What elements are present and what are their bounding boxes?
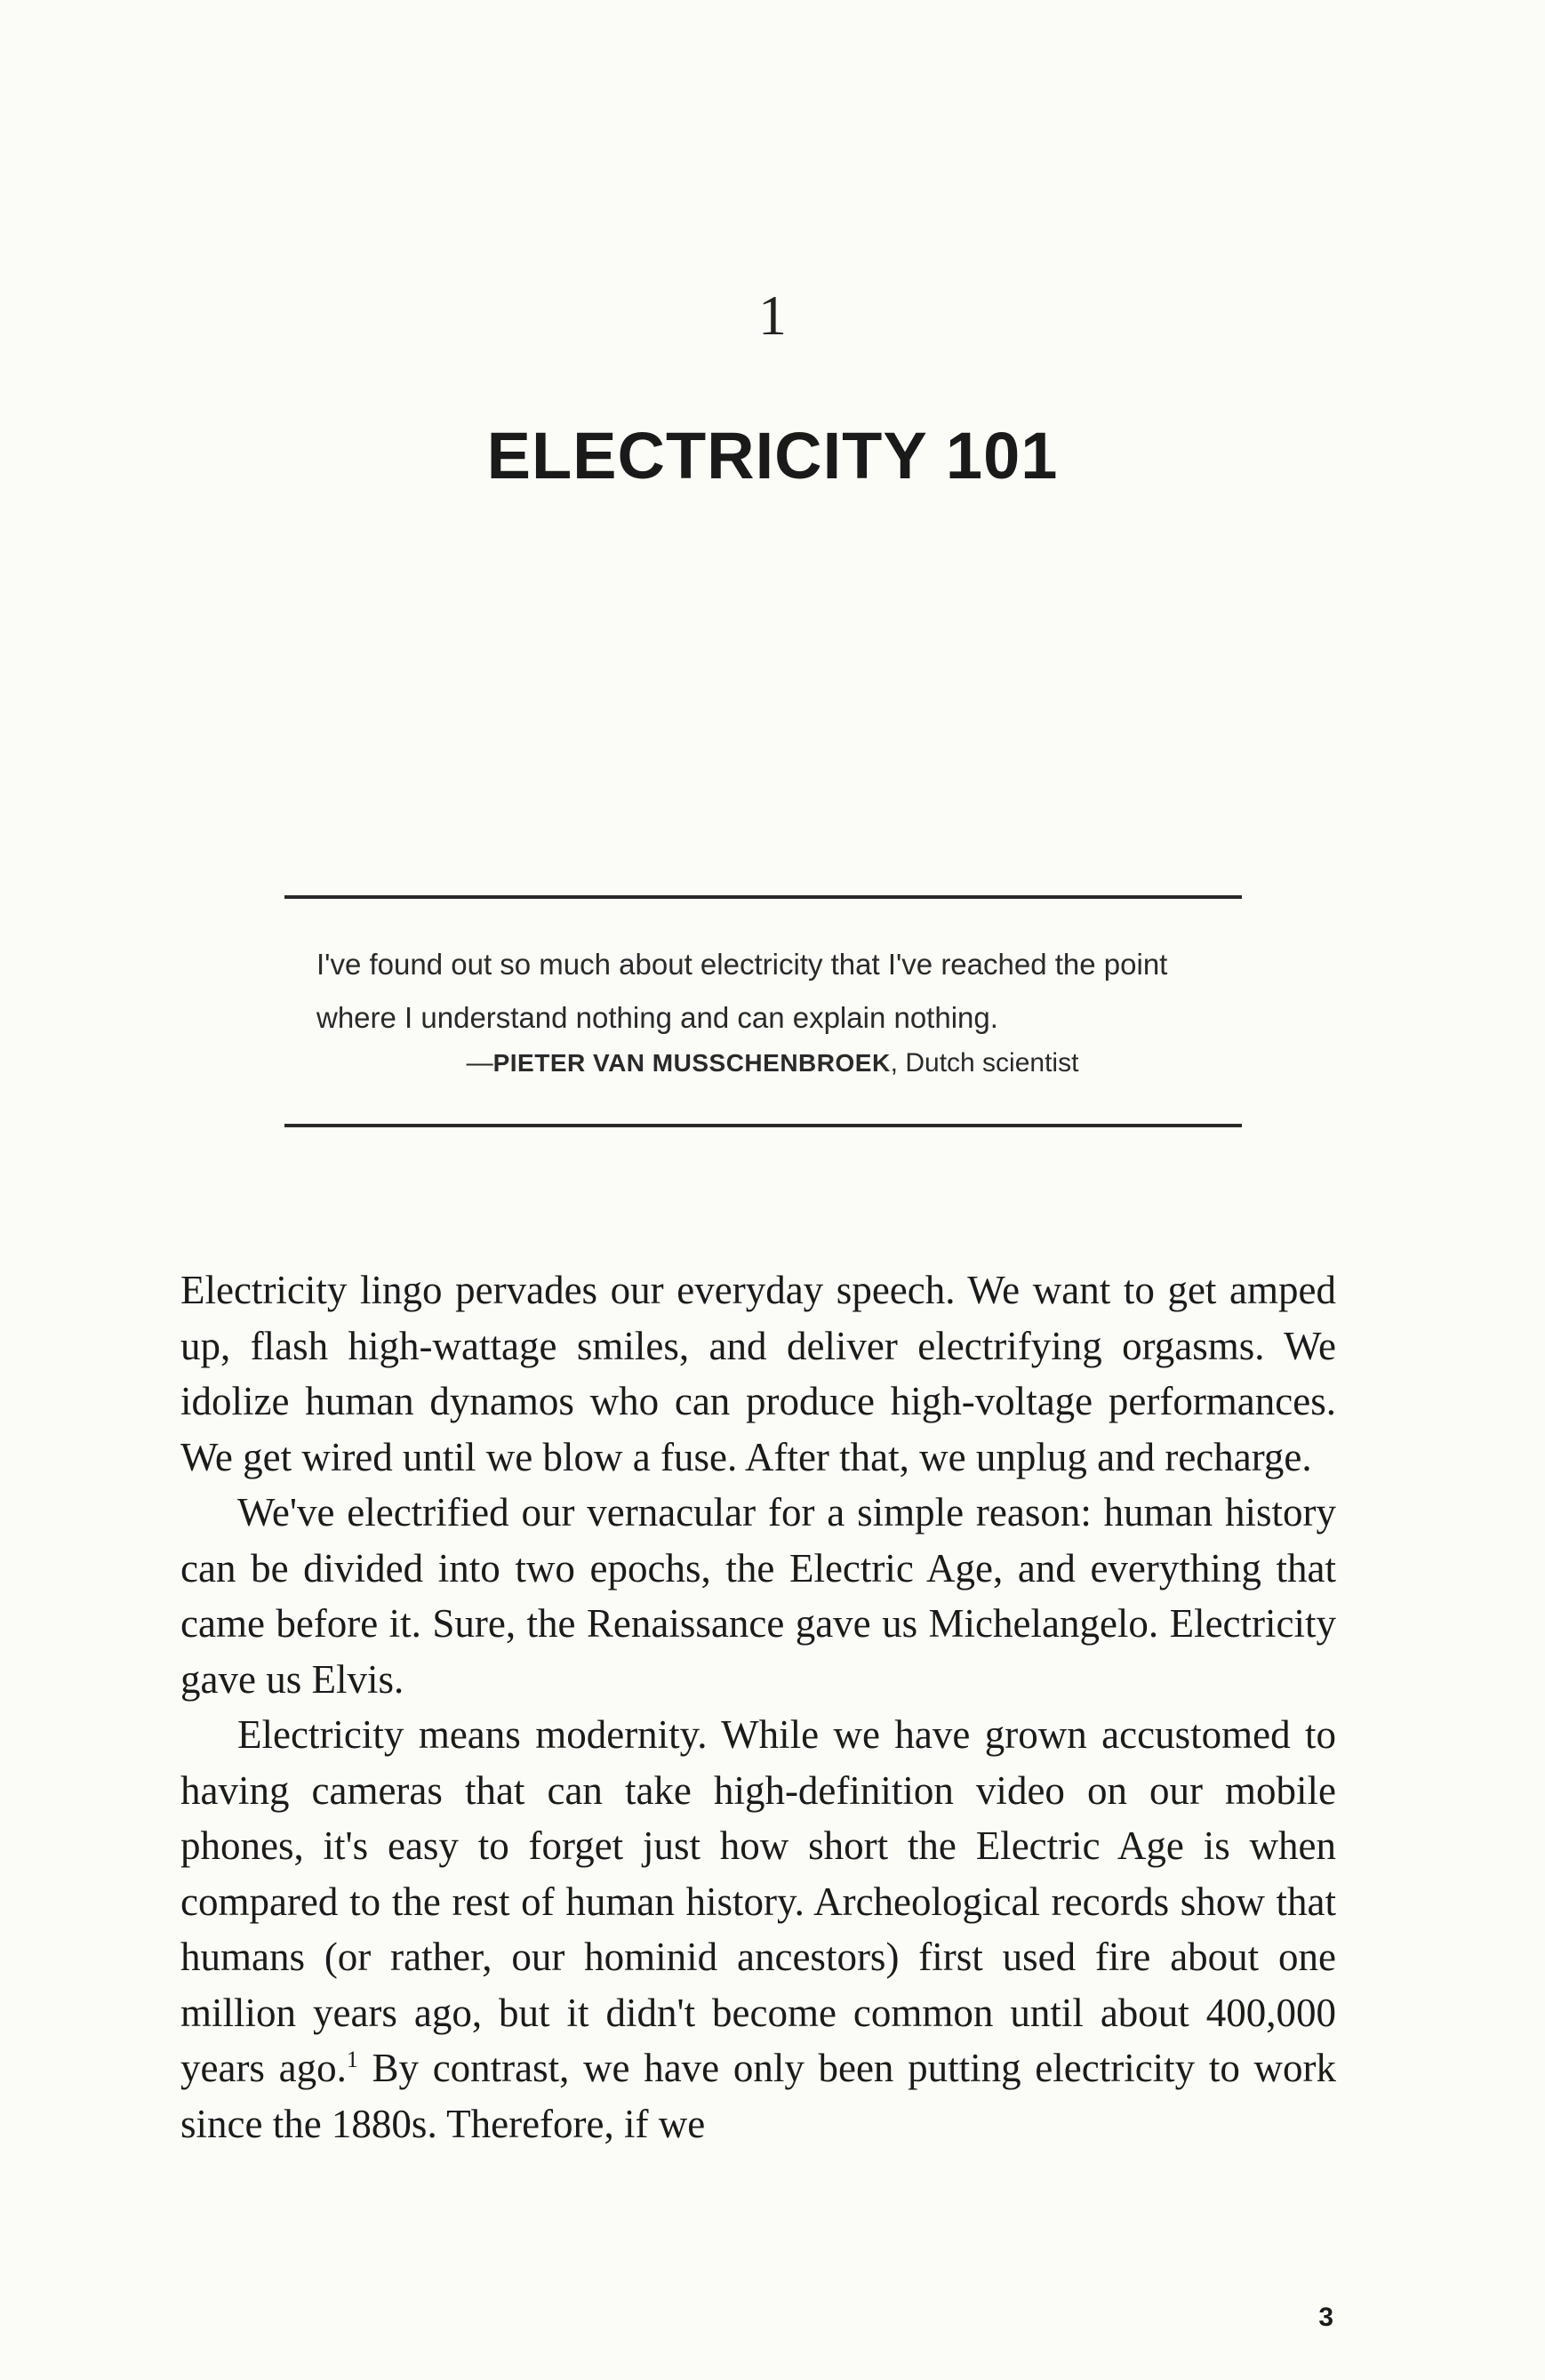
body-text bbox=[180, 1262, 1336, 2152]
footnote-marker: 1 bbox=[346, 2047, 358, 2072]
paragraph-2: We've electrified our vernacular for a simple reason: human history can be divided into two epochs, the Electric Age, and everything that came before it. Sure, the Renaissance gave us Michelangelo. Electricity gave us Elvis. bbox=[180, 1490, 1336, 1702]
epigraph-attribution bbox=[0, 1048, 1545, 1078]
attribution-author: PIETER VAN MUSSCHENBROEK bbox=[492, 1049, 891, 1077]
attribution-dash: — bbox=[466, 1048, 493, 1078]
epigraph-top-rule bbox=[284, 895, 1242, 899]
page-number: 3 bbox=[1318, 2303, 1333, 2332]
chapter-number: 1 bbox=[758, 284, 787, 347]
paragraph-3 bbox=[180, 1707, 1336, 2152]
epigraph-quote: I've found out so much about electricity that I've reached the point where I understand nothing and can explain nothing. bbox=[316, 948, 1168, 1034]
epigraph-bottom-rule bbox=[284, 1124, 1242, 1127]
chapter-title: ELECTRICITY 101 bbox=[486, 419, 1059, 493]
paragraph-1: Electricity lingo pervades our everyday speech. We want to get amped up, flash high-wattage smiles, and deliver electrifying orgasms. We idolize human dynamos who can produce high-voltage performances. We get wired until we blow a fuse. After that, we unplug and recharge. bbox=[180, 1268, 1336, 1479]
paragraph-3-part-1: Electricity means modernity. While we have grown accustomed to having cameras that can take high-definition video on our mobile phones, it's easy to forget just how short the Electric Age is when compared to the rest of human history. Archeological records show that humans (or rather, our hominid ancestors) first used fire about one million years ago, but it didn't become common until about 400,000 years ago. bbox=[180, 1712, 1336, 2090]
attribution-description: , Dutch scientist bbox=[890, 1048, 1079, 1078]
paragraph-3-part-2: By contrast, we have only been putting electricity to work since the 1880s. Therefore, if we bbox=[180, 2046, 1336, 2146]
